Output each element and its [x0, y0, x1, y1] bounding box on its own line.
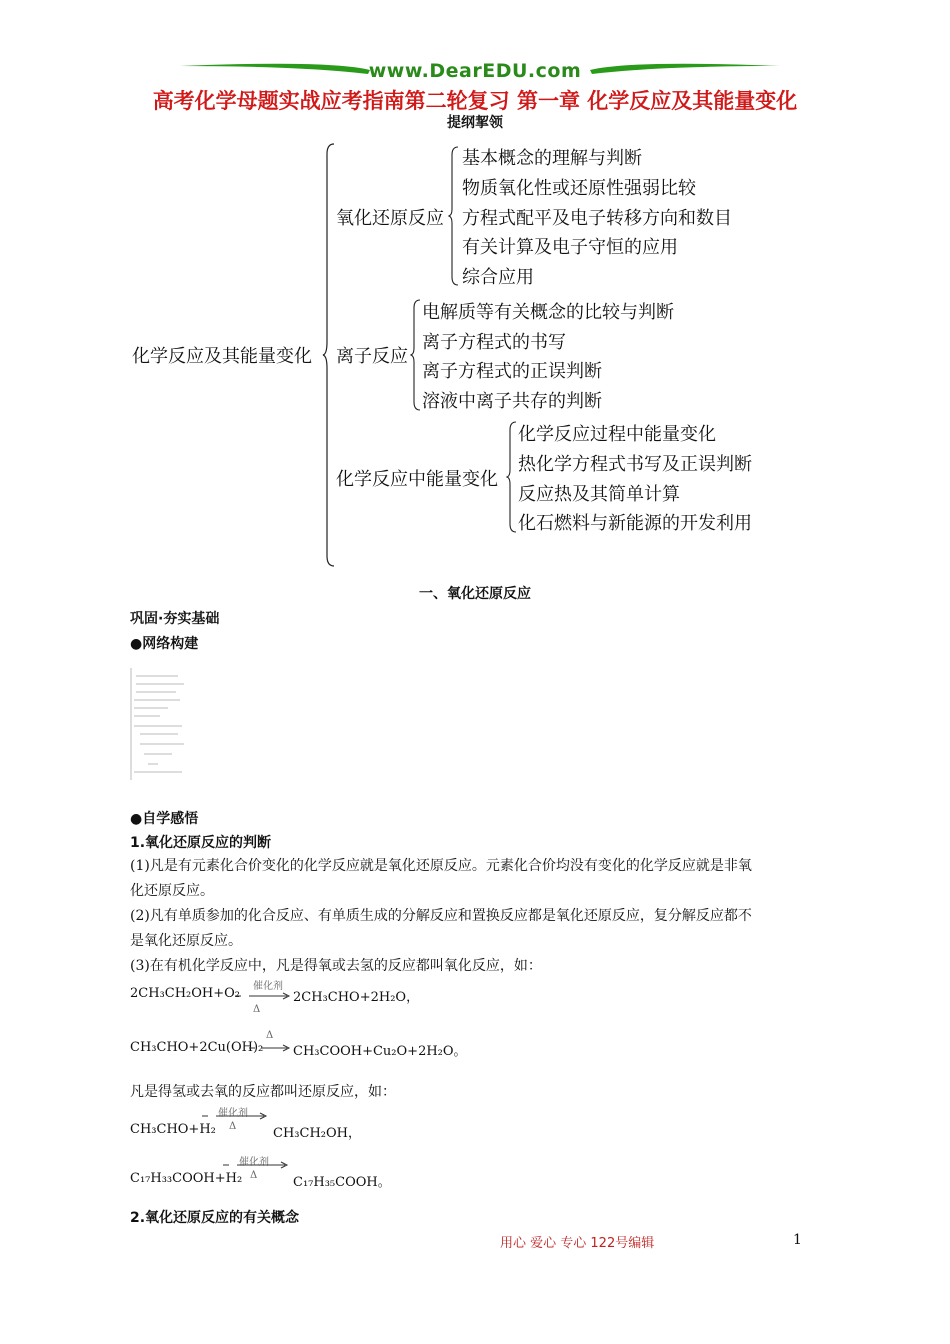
- energy-item: 化学反应过程中能量变化: [518, 424, 716, 445]
- footer-text: 用心 爱心 专心 122号编辑: [500, 1236, 655, 1251]
- redox-item: 方程式配平及电子转移方向和数目: [462, 208, 732, 229]
- redox-item: 有关计算及电子守恒的应用: [462, 237, 678, 258]
- outline-root: 化学反应及其能量变化: [132, 346, 312, 367]
- equation-2-right: CH₃COOH+Cu₂O+2H₂O。: [293, 1044, 467, 1059]
- section-heading-foundation: 巩固·夯实基础: [130, 611, 220, 627]
- paragraph-2a: (2)凡有单质参加的化合反应、有单质生成的分解反应和置换反应都是氧化还原反应，复分解反应都不: [130, 908, 752, 924]
- logo-text[interactable]: www.DearEDU.com: [368, 60, 582, 82]
- paragraph-2b: 是氧化还原反应。: [130, 933, 242, 949]
- item-heading-1: 1.氧化还原反应的判断: [130, 835, 272, 851]
- paragraph-3: (3)在有机化学反应中，凡是得氧或去氢的反应都叫氧化反应，如：: [130, 958, 542, 974]
- equation-2-arrow: [247, 1042, 291, 1052]
- branch-redox-brace: [448, 145, 460, 287]
- branch-energy: 化学反应中能量变化: [336, 469, 498, 490]
- equation-1-right: 2CH₃CHO+2H₂O，: [293, 990, 420, 1005]
- equation-3-condition-top: 催化剂: [218, 1108, 248, 1119]
- redox-item: 物质氧化性或还原性强弱比较: [462, 178, 696, 199]
- branch-energy-brace: [506, 420, 518, 534]
- equation-3-arrow: [200, 1110, 270, 1120]
- network-diagram-thumbnail: [128, 664, 188, 784]
- paragraph-1b: 化还原反应。: [130, 883, 214, 899]
- equation-3-left: CH₃CHO+H₂: [130, 1122, 216, 1137]
- redox-item: 综合应用: [462, 267, 534, 288]
- outline-root-brace: [322, 142, 336, 568]
- ionic-item: 离子方程式的书写: [422, 332, 566, 353]
- ionic-item: 电解质等有关概念的比较与判断: [422, 302, 674, 323]
- page-title: 高考化学母题实战应考指南第二轮复习 第一章 化学反应及其能量变化: [152, 89, 798, 113]
- branch-ionic: 离子反应: [336, 346, 408, 367]
- equation-1-condition-bottom: Δ: [253, 1004, 261, 1015]
- equation-3-condition-bottom: Δ: [229, 1121, 237, 1132]
- section-heading-network: ●网络构建: [130, 636, 199, 652]
- equation-1-arrow: [233, 990, 291, 1000]
- equation-2-left: CH₃CHO+2Cu(OH)₂: [130, 1040, 264, 1055]
- branch-redox: 氧化还原反应: [336, 208, 444, 229]
- energy-item: 热化学方程式书写及正误判断: [518, 454, 752, 475]
- branch-ionic-brace: [410, 298, 422, 412]
- equation-4-right: C₁₇H₃₅COOH。: [293, 1175, 391, 1190]
- equation-4-left: C₁₇H₃₃COOH+H₂: [130, 1171, 243, 1186]
- paragraph-4: 凡是得氢或去氧的反应都叫还原反应，如：: [130, 1084, 396, 1100]
- equation-3-right: CH₃CH₂OH，: [273, 1126, 361, 1141]
- section-title: 一、氧化还原反应: [419, 586, 531, 602]
- energy-item: 反应热及其简单计算: [518, 484, 680, 505]
- equation-4-condition-top: 催化剂: [239, 1157, 269, 1168]
- energy-item: 化石燃料与新能源的开发利用: [518, 513, 752, 534]
- equation-1-condition-top: 催化剂: [253, 981, 283, 992]
- equation-1-left: 2CH₃CH₂OH+O₂: [130, 986, 241, 1001]
- equation-4-condition-bottom: Δ: [250, 1170, 258, 1181]
- equation-4-arrow: [221, 1159, 291, 1169]
- section-heading-self-study: ●自学感悟: [130, 811, 199, 827]
- page-subtitle: 提纲挈领: [447, 115, 503, 131]
- redox-item: 基本概念的理解与判断: [462, 148, 642, 169]
- item-heading-2: 2.氧化还原反应的有关概念: [130, 1210, 300, 1226]
- ionic-item: 溶液中离子共存的判断: [422, 391, 602, 412]
- page-number: 1: [793, 1232, 802, 1248]
- ionic-item: 离子方程式的正误判断: [422, 361, 602, 382]
- equation-2-condition-top: Δ: [266, 1030, 274, 1041]
- paragraph-1a: (1)凡是有元素化合价变化的化学反应就是氧化还原反应。元素化合价均没有变化的化学反应就是非氧: [130, 858, 752, 874]
